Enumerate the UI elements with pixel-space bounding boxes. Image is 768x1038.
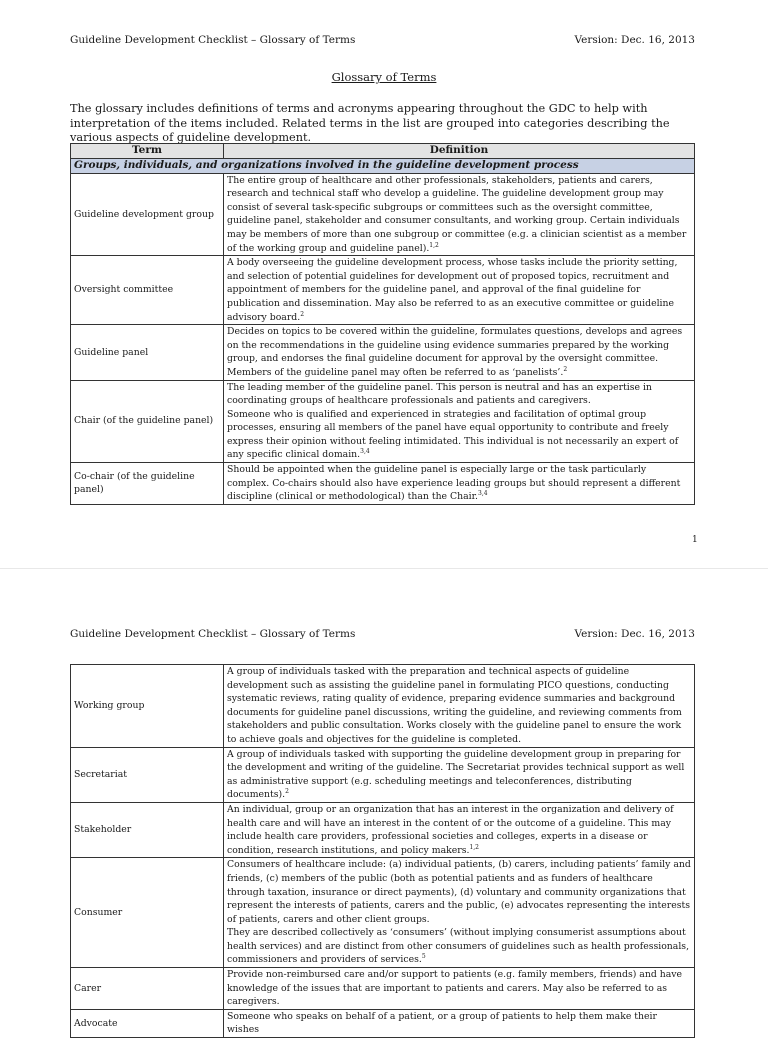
header-title: Guideline Development Checklist – Glossary of Terms (70, 628, 356, 640)
table-row (71, 968, 695, 1010)
table-header-row (71, 144, 695, 159)
term-column-header: Term (71, 144, 224, 159)
table-row (71, 665, 695, 748)
intro-paragraph: The glossary includes definitions of terms and acronyms appearing throughout the GDC to help with interpretation of the items included. Related terms in the list are grouped into categories describing the various aspects of guideline development. (70, 102, 670, 144)
term-cell: Guideline development group (71, 173, 224, 256)
definition-cell (224, 173, 695, 256)
table-row (71, 1009, 695, 1037)
definition-cell (224, 665, 695, 748)
table-row (71, 325, 695, 380)
reference-superscript: 3,4 (478, 490, 488, 498)
header-version: Version: Dec. 16, 2013 (574, 34, 695, 46)
reference-superscript: 1,2 (469, 843, 479, 851)
definition-text: A group of individuals tasked with supporting the guideline development group in preparing for the development and writing of the guideline. The Secretariat provides technical support as well as administrative support (e.g. scheduling meetings and teleconferences, distributing documents). (227, 748, 685, 801)
term-cell: Secretariat (71, 747, 224, 802)
definition-cell (224, 380, 695, 463)
table-row (71, 802, 695, 857)
definition-cell (224, 747, 695, 802)
definition-cell (224, 256, 695, 325)
definition-cell (224, 968, 695, 1010)
definition-cell (224, 858, 695, 968)
definition-text: A group of individuals tasked with the preparation and technical aspects of guideline development such as assisting the guideline panel in formulating PICO questions, conducting systematic reviews, rating quality of evidence, preparing evidence summaries and background documents for guideline panel discussions, writing the guideline, and reviewing comments from stakeholders and public consultation. Works closely with the guideline panel to ensure the work to achieve goals and objectives for the guideline is completed. (227, 666, 682, 745)
category-label: Groups, individuals, and organizations involved in the guideline development process (71, 158, 695, 173)
definition-text: Provide non-reimbursed care and/or support to patients (e.g. family members, friends) and have knowledge of the issues that are important to patients and carers. May also be referred to as caregivers. (227, 969, 683, 1008)
reference-superscript: 5 (421, 953, 426, 961)
page-2 (0, 568, 768, 1036)
term-cell: Working group (71, 665, 224, 748)
table-row (71, 858, 695, 968)
definition-cell (224, 802, 695, 857)
glossary-table-body (71, 665, 695, 1038)
table-row (71, 256, 695, 325)
table-row (71, 747, 695, 802)
reference-superscript: 3,4 (360, 448, 370, 456)
header-version: Version: Dec. 16, 2013 (574, 628, 695, 640)
definition-text: Decides on topics to be covered within the guideline, formulates questions, develops and agrees on the recommendations in the guideline using evidence summaries prepared by the working group, and endorses the final guideline document for approval by the oversight committee. Members of the guideline panel may often be referred to as ‘panelists’. (227, 326, 683, 378)
definition-text: Should be appointed when the guideline panel is especially large or the task particularly complex. Co-chairs should also have experience leading groups but should represent a different discipline (clinical or methodological) than the Chair. (227, 464, 681, 503)
definition-text: An individual, group or an organization that has an interest in the organization and delivery of health care and will have an interest in the content of or the outcome of a guideline. This may include health care providers, professional societies and colleges, experts in a disease or condition, research institutions, and policy makers. (227, 803, 674, 856)
definition-cell (224, 463, 695, 505)
definition-text: Someone who speaks on behalf of a patient, or a group of patients to help them make their wishes (227, 1010, 657, 1036)
reference-superscript: 2 (300, 310, 305, 318)
reference-superscript: 2 (563, 365, 568, 373)
definition-text: The leading member of the guideline panel. This person is neutral and has an expertise in coordinating groups of healthcare professionals and patients and caregivers. Someone who is qualified and experienced in strategies and facilitation of optimal group processes, ensuring all members of the panel have equal opportunity to contribute and freely express their opinion without feeling intimidated. This individual is not necessarily an expert of any specific clinical domain. (227, 381, 679, 461)
term-cell: Chair (of the guideline panel) (71, 380, 224, 463)
header-title: Guideline Development Checklist – Glossary of Terms (70, 34, 356, 46)
reference-superscript: 2 (285, 788, 289, 796)
glossary-table-body (71, 158, 695, 504)
definition-cell (224, 325, 695, 380)
document-title: Glossary of Terms (331, 70, 437, 84)
term-cell: Consumer (71, 858, 224, 968)
table-row (71, 173, 695, 256)
page-header (70, 628, 695, 640)
definition-text: A body overseeing the guideline development process, whose tasks include the priority setting, and selection of potential guidelines for development out of proposed topics, recruitment and appointment of members for the guideline panel, and approval of the final guideline for publication and dissemination. May also be referred to as an executive committee or guideline advisory board. (227, 257, 678, 323)
term-cell: Carer (71, 968, 224, 1010)
term-cell: Guideline panel (71, 325, 224, 380)
reference-superscript: 1,2 (429, 241, 439, 249)
definition-cell (224, 1009, 695, 1037)
glossary-table-continued (70, 664, 695, 1038)
page-header (70, 34, 695, 46)
page-number: 1 (692, 535, 698, 545)
definition-text: The entire group of healthcare and other professionals, stakeholders, patients and carers, research and technical staff who develop a guideline. The guideline development group may consist of several task-specific subgroups or committees such as the oversight committee, guideline panel, stakeholder and consumer consultants, and working group. Certain individuals may be members of more than one subgroup or committee (e.g. a clinician scientist as a member of the working group and guideline panel). (227, 174, 687, 254)
definition-text: Consumers of healthcare include: (a) individual patients, (b) carers, including patients’ family and friends, (c) members of the public (both as potential patients and as funders of healthcare through taxation, insurance or direct payments), (d) voluntary and community organizations that represent the interests of patients, carers and the public, (e) advocates representing the interests of patients, carers and other client groups. They are described collectively as ‘consumers’ (without implying consumerist assumptions about health services) and are distinct from other consumers of guidelines such as health professionals, commissioners and providers of services. (227, 859, 691, 966)
definition-column-header: Definition (224, 144, 695, 159)
term-cell: Stakeholder (71, 802, 224, 857)
term-cell: Oversight committee (71, 256, 224, 325)
glossary-table (70, 143, 695, 505)
table-row (71, 380, 695, 463)
table-row (71, 463, 695, 505)
term-cell: Co-chair (of the guideline panel) (71, 463, 224, 505)
term-cell: Advocate (71, 1009, 224, 1037)
category-row (71, 158, 695, 173)
